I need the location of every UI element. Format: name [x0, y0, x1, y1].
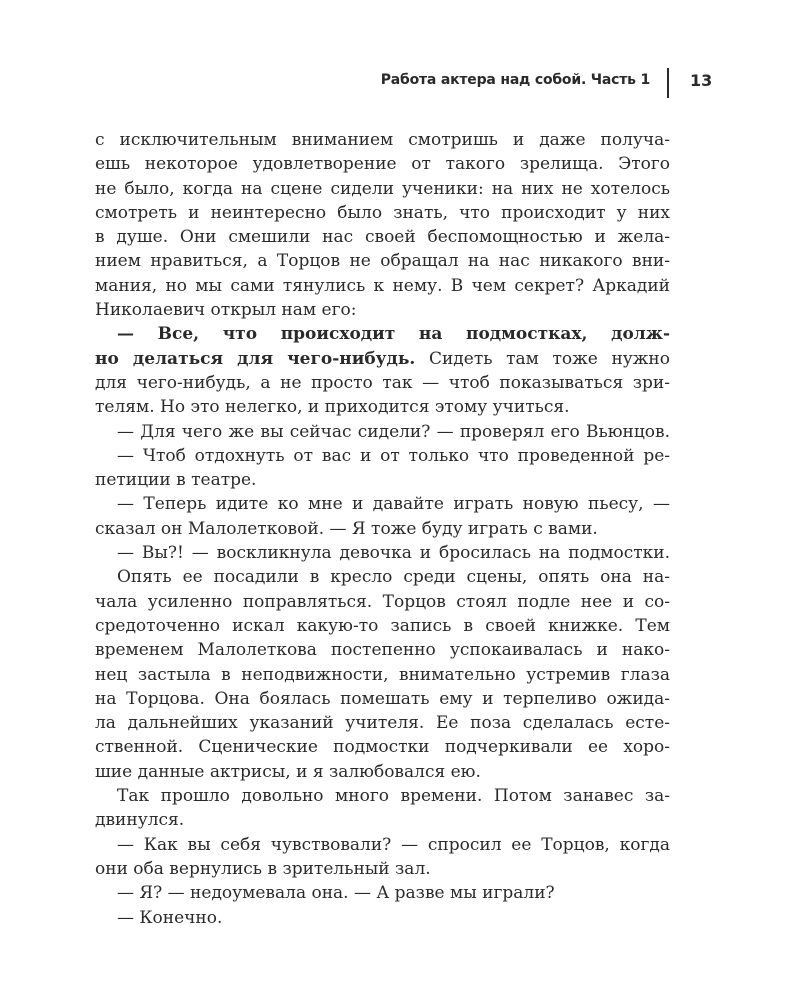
text-line: смотреть и неинтересно было знать, что происходит у них — [95, 202, 670, 223]
text-line: средоточенно искал какую-то запись в своей книжке. Тем — [95, 615, 670, 636]
text-line: нием нравиться, а Торцов не обращал на нас никакого вни- — [95, 251, 670, 272]
text-line: с исключительным вниманием смотришь и даже получа- — [95, 130, 670, 150]
header-divider — [667, 68, 669, 98]
page-number: 13 — [690, 71, 713, 90]
text-line: — Как вы себя чувствовали? — спросил ее Торцов, когда — [117, 834, 670, 855]
text-line — [95, 322, 670, 346]
text-line: не было, когда на сцене сидели ученики: на них не хотелось — [95, 178, 670, 199]
text-line: для чего-нибудь, а не просто так — чтоб показываться зри- — [95, 372, 670, 393]
body-text — [95, 128, 670, 930]
text-line: ешь некоторое удовлетворение от такого зрелища. Этого — [95, 154, 670, 175]
text-line: они оба вернулись в зрительный зал. — [95, 858, 431, 879]
text-line: временем Малолеткова постепенно успокаивалась и нако- — [95, 640, 670, 661]
text-line: — Вы?! — воскликнула девочка и бросилась на подмостки. — [117, 543, 670, 564]
running-title: Работа актера над собой. Часть 1 — [380, 72, 650, 88]
text-line: сказал он Малолетковой. — Я тоже буду играть с вами. — [95, 518, 598, 539]
text-line: — Чтоб отдохнуть от вас и от только что проведенной ре- — [117, 445, 670, 466]
text-line: нец застыла в неподвижности, внимательно устремив глаза — [95, 664, 670, 685]
text-line: ственной. Сценические подмостки подчеркивали ее хоро- — [95, 737, 670, 758]
text-line: — Для чего же вы сейчас сидели? — проверял его Вьюнцов. — [117, 421, 670, 442]
text-line: — Конечно. — [117, 907, 223, 928]
running-header — [0, 58, 800, 98]
text-line: в душе. Они смешили нас своей беспомощностью и жела- — [95, 227, 670, 248]
text-line: Николаевич открыл нам его: — [95, 300, 357, 321]
text-line: — Я? — недоумевала она. — А разве мы играли? — [117, 883, 555, 904]
bold-quote: но делаться для чего-нибудь. — [95, 348, 416, 369]
text-line: Опять ее посадили в кресло среди сцены, опять она на- — [117, 567, 670, 588]
text-line: телям. Но это нелегко, и приходится этому учиться. — [95, 397, 570, 418]
text-line: петиции в театре. — [95, 470, 257, 491]
text-line: ла дальнейших указаний учителя. Ее поза сделалась есте- — [95, 713, 670, 734]
text-line: Так прошло довольно много времени. Потом занавес за- — [117, 786, 670, 807]
text-line: чала усиленно поправляться. Торцов стоял подле нее и со- — [95, 591, 670, 612]
text-line: шие данные актрисы, и я залюбовался ею. — [95, 761, 481, 782]
text-line: на Торцова. Она боялась помешать ему и терпеливо ожида- — [95, 688, 670, 709]
text-line: двинулся. — [95, 810, 185, 831]
text-line: но делаться для чего-нибудь. Сидеть там тоже нужно — [95, 348, 670, 369]
text-line: — Теперь идите ко мне и давайте играть новую пьесу, — — [117, 494, 670, 515]
bold-quote: — Все, что происходит на подмостках, долж- — [117, 324, 670, 345]
text-line: мания, но мы сами тянулись к нему. В чем секрет? Аркадий — [95, 275, 670, 296]
